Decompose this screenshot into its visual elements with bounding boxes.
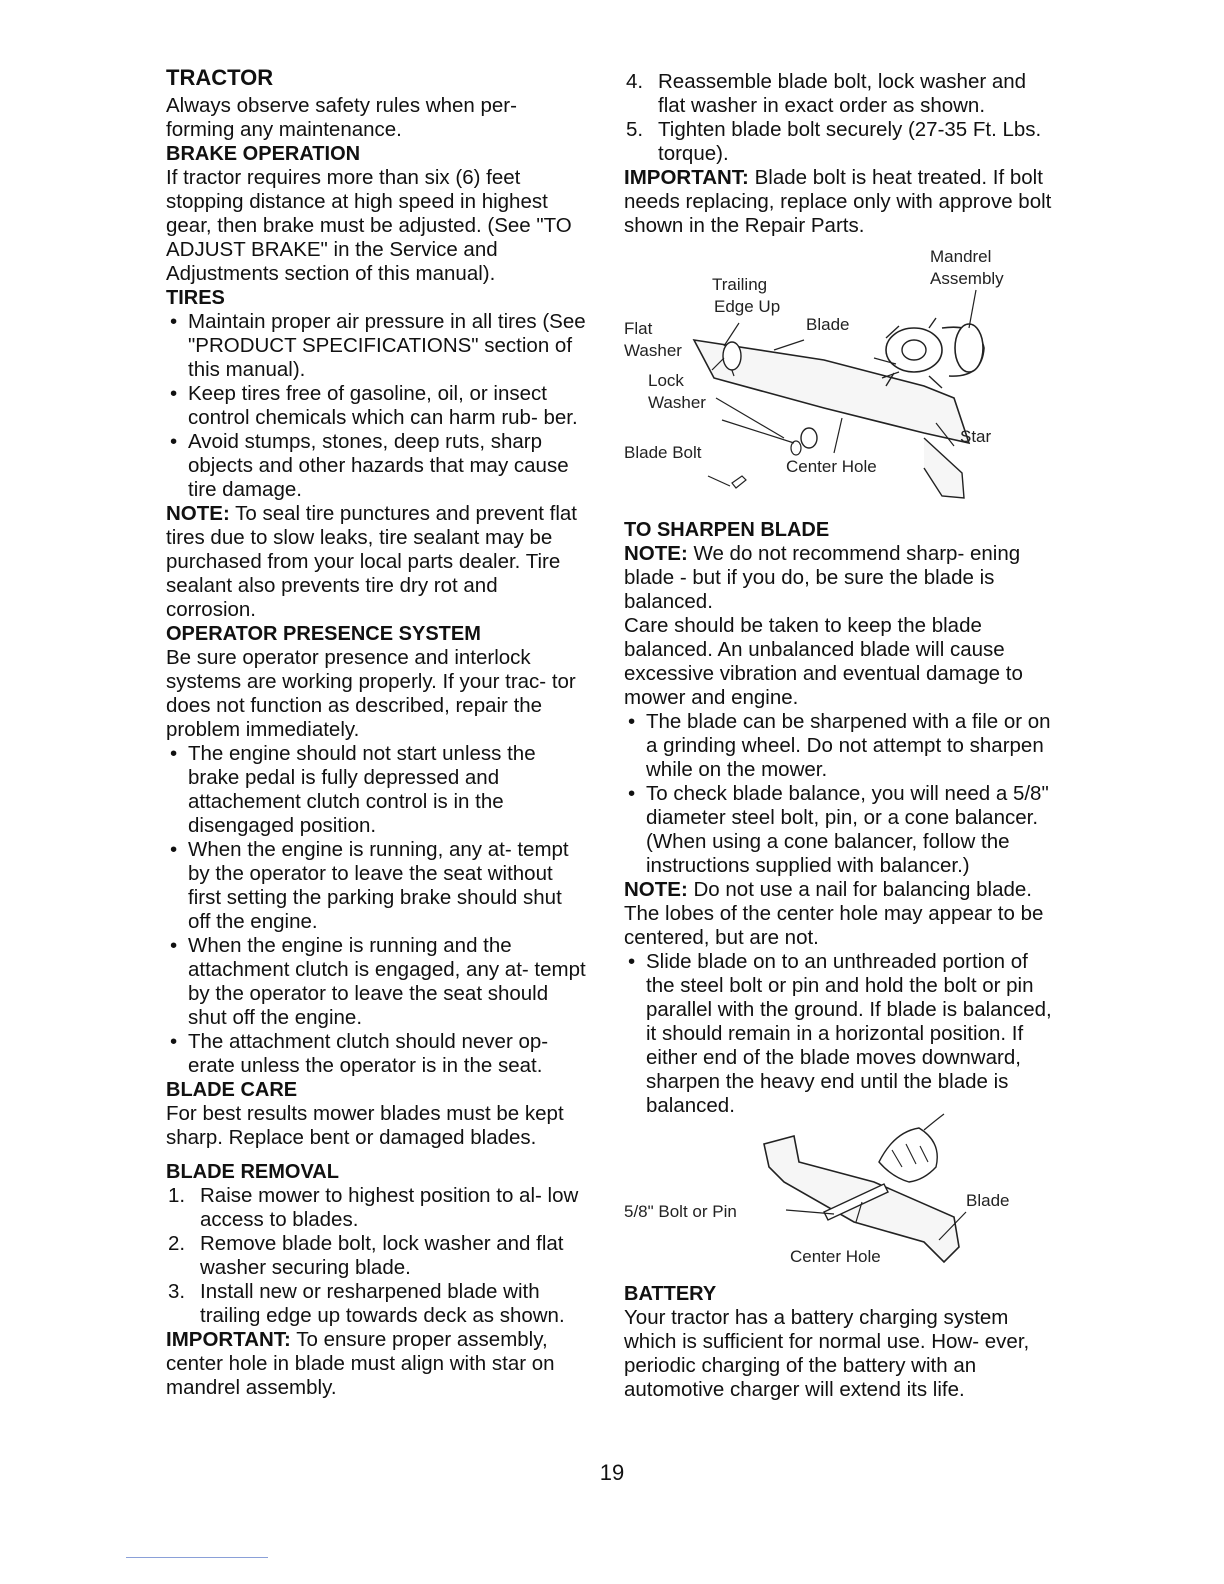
battery-heading: BATTERY bbox=[624, 1283, 717, 1305]
important-label: IMPORTANT: bbox=[624, 166, 749, 189]
label-trailing: Trailing bbox=[712, 275, 768, 294]
blade-care-text: For best results mower blades must be kept sharp. Replace bent or damaged blades. bbox=[166, 1102, 564, 1149]
list-item: 5. Tighten blade bolt securely (27-35 Ft. Lbs. torque). bbox=[626, 118, 1042, 165]
important-text: To ensure proper assembly, center hole in blade must align with star on mandrel assembly. bbox=[166, 1328, 555, 1399]
blade-removal-heading: BLADE REMOVAL bbox=[166, 1161, 339, 1183]
label-blade-bolt: Blade Bolt bbox=[624, 443, 702, 462]
balance-list bbox=[624, 950, 1056, 1118]
tractor-intro: Always observe safety rules when per- forming any maintenance. bbox=[166, 94, 517, 141]
list-item: • The attachment clutch should never op- erate unless the operator is in the seat. bbox=[166, 1030, 586, 1078]
list-item: • To check blade balance, you will need a 5/8" diameter steel bolt, pin, or a cone balancer. (When using a cone balancer, follow the instructions supplied with balancer.) bbox=[624, 782, 1056, 878]
label-bolt-or-pin: 5/8" Bolt or Pin bbox=[624, 1202, 737, 1221]
page-number: 19 bbox=[599, 1460, 625, 1485]
list-item: • Keep tires free of gasoline, oil, or insect control chemicals which can harm rub- ber. bbox=[166, 382, 586, 430]
label-center-hole: Center Hole bbox=[786, 457, 877, 476]
left-column bbox=[166, 64, 586, 1400]
tractor-heading: TRACTOR bbox=[166, 65, 274, 90]
bolt-important bbox=[624, 166, 1056, 238]
blade-care-heading: BLADE CARE bbox=[166, 1079, 298, 1101]
footer-rule bbox=[126, 1557, 268, 1558]
important-text: Blade bolt is heat treated. If bolt needs replacing, replace only with approve bolt shown in the Repair Parts. bbox=[624, 166, 1052, 237]
list-item: • Maintain proper air pressure in all tires (See "PRODUCT SPECIFICATIONS" section of this manual). bbox=[166, 310, 586, 382]
list-item: 3. Install new or resharpened blade with trailing edge up towards deck as shown. bbox=[168, 1280, 565, 1327]
list-item: • The blade can be sharpened with a file or on a grinding wheel. Do not attempt to sharpen while on the mower. bbox=[624, 710, 1056, 782]
right-column bbox=[624, 70, 1056, 1402]
list-item: 4. Reassemble blade bolt, lock washer and flat washer in exact order as shown. bbox=[626, 70, 1027, 117]
label-balance-blade: Blade bbox=[966, 1191, 1010, 1210]
note-label: NOTE: bbox=[624, 878, 688, 901]
list-item: • Avoid stumps, stones, deep ruts, sharp objects and other hazards that may cause tire damage. bbox=[166, 430, 586, 502]
sharpen-note bbox=[624, 542, 1056, 614]
blade-removal-steps-continued bbox=[624, 70, 1056, 166]
label-mandrel: Mandrel bbox=[930, 247, 992, 266]
blade-balance-diagram bbox=[624, 1122, 1056, 1282]
label-lock: Lock bbox=[648, 371, 684, 390]
tires-list bbox=[166, 310, 586, 502]
tires-heading: TIRES bbox=[166, 287, 225, 309]
note-label: NOTE: bbox=[166, 502, 230, 525]
label-lock-washer: Washer bbox=[648, 393, 706, 412]
note-text: We do not recommend sharp- ening blade - but if you do, be sure the blade is balanced. bbox=[624, 542, 1021, 613]
sharpen-list bbox=[624, 710, 1056, 878]
label-blade: Blade bbox=[806, 315, 850, 334]
blade-removal-important bbox=[166, 1328, 586, 1400]
sharpen-text: Care should be taken to keep the blade balanced. An unbalanced blade will cause excessive vibration and eventual damage to mower and engine. bbox=[624, 614, 1023, 709]
label-flat: Flat bbox=[624, 319, 653, 338]
ops-list bbox=[166, 742, 586, 1078]
blade-removal-steps bbox=[166, 1184, 586, 1328]
label-washer: Washer bbox=[624, 341, 682, 360]
blade-balance-figure bbox=[624, 1122, 1056, 1282]
battery-text: Your tractor has a battery charging system which is sufficient for normal use. How- ever, periodic charging of the battery with an automotive charger will extend its life. bbox=[624, 1306, 1030, 1401]
note-text: To seal tire punctures and prevent flat tires due to slow leaks, tire sealant may be purchased from your local parts dealer. Tire sealant also prevents tire dry rot and corrosion. bbox=[166, 502, 577, 621]
mandrel-assembly-drawing bbox=[874, 318, 984, 388]
ops-text: Be sure operator presence and interlock systems are working properly. If your trac- tor does not function as described, repair the problem immediately. bbox=[166, 646, 576, 741]
flat-washer-drawing bbox=[723, 342, 741, 370]
ops-heading: OPERATOR PRESENCE SYSTEM bbox=[166, 623, 481, 645]
label-star: Star bbox=[960, 427, 992, 446]
note-text: Do not use a nail for balancing blade. The lobes of the center hole may appear to be centered, but are not. bbox=[624, 878, 1044, 949]
lock-washer-drawing bbox=[801, 428, 817, 448]
sharpen-note-2 bbox=[624, 878, 1056, 950]
brake-heading: BRAKE OPERATION bbox=[166, 143, 361, 165]
blade-bolt-drawing bbox=[732, 476, 746, 488]
note-label: NOTE: bbox=[624, 542, 688, 565]
important-label: IMPORTANT: bbox=[166, 1328, 291, 1351]
hand-drawing bbox=[879, 1128, 937, 1182]
label-assembly: Assembly bbox=[930, 269, 1004, 288]
list-item: • When the engine is running, any at- tempt by the operator to leave the seat without first setting the parking brake should shut off the engine. bbox=[166, 838, 586, 934]
tires-note bbox=[166, 502, 586, 622]
list-item: 1. Raise mower to highest position to al- low access to blades. bbox=[168, 1184, 579, 1231]
list-item: • When the engine is running and the attachment clutch is engaged, any at- tempt by the operator to leave the seat should shut off the engine. bbox=[166, 934, 586, 1030]
list-item: • The engine should not start unless the brake pedal is fully depressed and attachement clutch control is in the disengaged position. bbox=[166, 742, 586, 838]
list-item: 2. Remove blade bolt, lock washer and flat washer securing blade. bbox=[168, 1232, 564, 1279]
brake-text: If tractor requires more than six (6) feet stopping distance at high speed in highest gear, then brake must be adjusted. (See "TO ADJUST BRAKE" in the Service and Adjustments section of this manual). bbox=[166, 166, 572, 285]
blade-assembly-diagram bbox=[624, 247, 1056, 518]
sharpen-heading: TO SHARPEN BLADE bbox=[624, 519, 830, 541]
blade-assembly-figure bbox=[624, 247, 1056, 518]
label-balance-center-hole: Center Hole bbox=[790, 1247, 881, 1266]
list-item: • Slide blade on to an unthreaded portion of the steel bolt or pin and hold the bolt or pin parallel with the ground. If blade is balanced, it should remain in a horizontal position. If either end of the blade moves downward, sharpen the heavy end until the blade is balanced. bbox=[624, 950, 1056, 1118]
label-edge-up: Edge Up bbox=[714, 297, 781, 316]
